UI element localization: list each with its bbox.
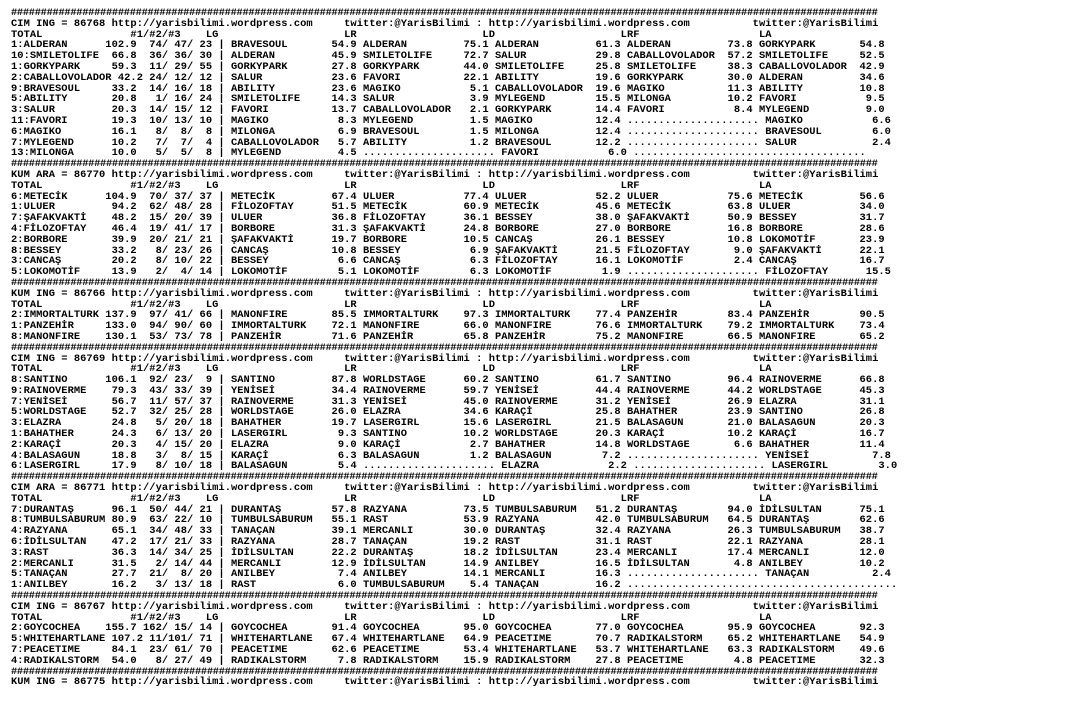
horse-row: 8:SANTINO 106.1 92/ 23/ 9 | SANTINO 87.8 WORLDSTAGE 60.2 SANTINO 61.7 SANTINO 96.4 RAINOVERME 66.8 — [11, 374, 885, 387]
horse-row: 5:WHITEHARTLANE 107.2 11/101/ 71 | WHITEHARTLANE 67.4 WHITEHARTLANE 64.9 PEACETIME 70.7 RADIKALSTORM 65.2 WHITEHARTLANE 54.9 — [11, 633, 885, 646]
horse-row: 1:GORKYPARK 59.3 11/ 29/ 55 | GORKYPARK 27.8 GORKYPARK 44.0 SMILETOLIFE 25.8 SMILETOLIFE 38.3 CABALLOVOLADOR 42.9 — [11, 60, 885, 73]
horse-row: 6:MAGIKO 16.1 8/ 8/ 8 | MILONGA 6.9 BRAVESOUL 1.5 MILONGA 12.4 ..................... BRAVESOUL 6.0 — [11, 125, 891, 138]
horse-row: 2:BORBORE 39.9 20/ 21/ 21 | ŞAFAKVAKTİ 19.7 BORBORE 10.5 CANCAŞ 26.1 BESSEY 10.8 LOKOMOTİF 23.9 — [11, 233, 885, 246]
horse-row: 7:MYLEGEND 10.2 7/ 7/ 4 | CABALLOVOLADOR 5.7 ABILITY 1.2 BRAVESOUL 12.2 ..................... SALUR 2.4 — [11, 136, 891, 149]
horse-row: 5:LOKOMOTİF 13.9 2/ 4/ 14 | LOKOMOTİF 5.1 LOKOMOTİF 6.3 LOKOMOTİF 1.9 ..................... FİLOZOFTAY 15.5 — [11, 266, 891, 279]
horse-row: 1:ULUER 94.2 62/ 48/ 28 | FİLOZOFTAY 51.5 METECİK 60.9 METECİK 45.6 METECİK 63.8 ULUER 34.0 — [11, 201, 885, 214]
separator-line: ################################################################################################################################################## — [11, 471, 878, 484]
horse-row: 1:BAHATHER 24.3 6/ 13/ 20 | LASERGIRL 9.3 SANTINO 10.2 WORLDSTAGE 20.3 KARAÇİ 10.2 KARAÇİ 16.7 — [11, 428, 885, 441]
horse-row: 4:FİLOZOFTAY 46.4 19/ 41/ 17 | BORBORE 31.3 ŞAFAKVAKTİ 24.8 BORBORE 27.0 BORBORE 16.8 BORBORE 28.6 — [11, 222, 885, 235]
separator-line: ################################################################################################################################################## — [11, 276, 878, 289]
horse-row: 13:MILONGA 10.0 5/ 5/ 8 | MYLEGEND 4.5 ..................... FAVORI 6.0 ..................................... — [11, 147, 866, 160]
race-header: CIM ING = 86768 http://yarisbilimi.wordpress.com twitter:@YarisBilimi : http://yarisbilimi.wordpress.com twitter:@YarisBilimi — [11, 17, 879, 30]
column-header: TOTAL #1/#2/#3 LG LR LD LRF LA — [11, 298, 772, 311]
separator-line: ################################################################################################################################################## — [11, 8, 878, 19]
horse-row: 3:RAST 36.3 14/ 34/ 25 | İDİLSULTAN 22.2 DURANTAŞ 18.2 İDİLSULTAN 23.4 MERCANLI 17.4 MERCANLI 12.0 — [11, 546, 885, 559]
horse-row: 2:CABALLOVOLADOR 42.2 24/ 12/ 12 | SALUR 23.6 FAVORI 22.1 ABILITY 19.6 GORKYPARK 30.0 ALDERAN 34.6 — [11, 71, 885, 84]
separator-line: ################################################################################################################################################## — [11, 341, 878, 354]
horse-row: 6:METECİK 104.9 70/ 37/ 37 | METECİK 67.4 ULUER 77.4 ULUER 52.2 ULUER 75.6 METECİK 56.6 — [11, 190, 885, 203]
separator-line: ################################################################################################################################################## — [11, 158, 878, 171]
horse-row: 11:FAVORI 19.3 10/ 13/ 10 | MAGIKO 8.3 MYLEGEND 1.5 MAGIKO 12.4 ..................... MAGIKO 6.6 — [11, 114, 891, 127]
horse-row: 4:BALASAGUN 18.8 3/ 8/ 15 | KARAÇİ 6.3 BALASAGUN 1.2 BALASAGUN 7.2 ..................... YENİSEİ 7.8 — [11, 449, 891, 462]
horse-row: 7:YENİSEİ 56.7 11/ 57/ 37 | RAINOVERME 31.3 YENİSEİ 45.0 RAINOVERME 31.2 YENİSEİ 26.9 ELAZRA 31.1 — [11, 395, 885, 408]
horse-row: 8:MANONFIRE 130.1 53/ 73/ 78 | PANZEHİR 71.6 PANZEHİR 65.8 PANZEHİR 75.2 MANONFIRE 66.5 MANONFIRE 65.2 — [11, 330, 885, 343]
separator-line: ################################################################################################################################################## — [11, 590, 878, 603]
horse-row: 1:PANZEHİR 133.0 94/ 90/ 60 | IMMORTALTURK 72.1 MANONFIRE 66.0 MANONFIRE 76.6 IMMORTALTURK 79.2 IMMORTALTURK 73.4 — [11, 320, 885, 333]
horse-row: 6:LASERGIRL 17.9 8/ 10/ 18 | BALASAGUN 5.4 ..................... ELAZRA 2.2 ..................... LASERGIRL 3.0 — [11, 460, 898, 473]
race-header: CIM ING = 86769 http://yarisbilimi.wordpress.com twitter:@YarisBilimi : http://yarisbilimi.wordpress.com twitter:@YarisBilimi — [11, 352, 879, 365]
horse-row: 2:IMMORTALTURK 137.9 97/ 41/ 66 | MANONFIRE 85.5 IMMORTALTURK 97.3 IMMORTALTURK 77.4 PANZEHİR 83.4 PANZEHİR 90.5 — [11, 309, 885, 322]
horse-row: 1:ANILBEY 16.2 3/ 13/ 18 | RAST 6.0 TUMBULSABURUM 5.4 TANAÇAN 16.2 ........................................... — [11, 579, 898, 592]
horse-row: 5:WORLDSTAGE 52.7 32/ 25/ 28 | WORLDSTAGE 26.0 ELAZRA 34.6 KARAÇİ 25.8 BAHATHER 23.9 SANTINO 26.8 — [11, 406, 885, 419]
horse-row: 8:TUMBULSABURUM 80.9 63/ 22/ 10 | TUMBULSABURUM 55.1 RAST 53.9 RAZYANA 42.0 TUMBULSABURUM 64.5 DURANTAŞ 62.6 — [11, 514, 885, 527]
race-header: KUM ING = 86766 http://yarisbilimi.wordpress.com twitter:@YarisBilimi : http://yarisbilimi.wordpress.com twitter:@YarisBilimi — [11, 287, 879, 300]
horse-row: 3:CANCAŞ 20.2 8/ 10/ 22 | BESSEY 6.6 CANCAŞ 6.3 FİLOZOFTAY 16.1 LOKOMOTİF 2.4 CANCAŞ 16.7 — [11, 255, 885, 268]
horse-row: 7:PEACETIME 84.1 23/ 61/ 70 | PEACETIME 62.6 PEACETIME 53.4 WHITEHARTLANE 53.7 WHITEHARTLANE 63.3 RADIKALSTORM 49.6 — [11, 644, 885, 657]
horse-row: 9:RAINOVERME 79.3 43/ 33/ 39 | YENİSEİ 34.4 RAINOVERME 59.7 YENİSEİ 44.4 RAINOVERME 44.2 WORLDSTAGE 45.3 — [11, 384, 885, 397]
race-header: CIM ARA = 86771 http://yarisbilimi.wordpress.com twitter:@YarisBilimi : http://yarisbilimi.wordpress.com twitter:@YarisBilimi — [11, 482, 879, 495]
horse-row: 7:ŞAFAKVAKTİ 48.2 15/ 20/ 39 | ULUER 36.8 FİLOZOFTAY 36.1 BESSEY 38.0 ŞAFAKVAKTİ 50.9 BESSEY 31.7 — [11, 212, 885, 225]
horse-row: 3:ELAZRA 24.8 5/ 20/ 18 | BAHATHER 19.7 LASERGIRL 15.6 LASERGIRL 21.5 BALASAGUN 21.0 BALASAGUN 20.3 — [11, 417, 885, 430]
horse-row: 9:BRAVESOUL 33.2 14/ 16/ 18 | ABILITY 23.6 MAGIKO 5.1 CABALLOVOLADOR 19.6 MAGIKO 11.3 ABILITY 10.8 — [11, 82, 885, 95]
column-header: TOTAL #1/#2/#3 LG LR LD LRF LA — [11, 611, 772, 624]
horse-row: 7:DURANTAŞ 96.1 50/ 44/ 21 | DURANTAŞ 57.8 RAZYANA 73.5 TUMBULSABURUM 51.2 DURANTAŞ 94.0 İDİLSULTAN 75.1 — [11, 503, 885, 516]
race-header: KUM ING = 86775 http://yarisbilimi.wordpress.com twitter:@YarisBilimi : http://yarisbilimi.wordpress.com twitter:@YarisBilimi — [11, 676, 879, 689]
race-header: KUM ARA = 86770 http://yarisbilimi.wordpress.com twitter:@YarisBilimi : http://yarisbilimi.wordpress.com twitter:@YarisBilimi — [11, 168, 879, 181]
horse-row: 2:KARAÇİ 20.3 4/ 15/ 20 | ELAZRA 9.0 KARAÇİ 2.7 BAHATHER 14.8 WORLDSTAGE 6.6 BAHATHER 11.4 — [11, 438, 885, 451]
horse-row: 5:ABILITY 20.8 1/ 16/ 24 | SMILETOLIFE 14.3 SALUR 3.9 MYLEGEND 15.5 MILONGA 10.2 FAVORI 9.5 — [11, 93, 885, 106]
separator-line: ################################################################################################################################################## — [11, 665, 878, 678]
horse-row: 4:RAZYANA 65.1 34/ 48/ 33 | TANAÇAN 39.1 MERCANLI 30.0 DURANTAŞ 32.4 RAZYANA 26.3 TUMBULSABURUM 38.7 — [11, 525, 885, 538]
horse-row: 10:SMILETOLIFE 66.8 36/ 36/ 30 | ALDERAN 45.9 SMILETOLIFE 72.7 SALUR 29.8 CABALLOVOLADOR 57.2 SMILETOLIFE 52.5 — [11, 50, 885, 63]
column-header: TOTAL #1/#2/#3 LG LR LD LRF LA — [11, 492, 772, 505]
column-header: TOTAL #1/#2/#3 LG LR LD LRF LA — [11, 363, 772, 376]
horse-row: 4:RADIKALSTORM 54.0 8/ 27/ 49 | RADIKALSTORM 7.8 RADIKALSTORM 15.9 RADIKALSTORM 27.8 PEACETIME 4.8 PEACETIME 32.3 — [11, 654, 885, 667]
horse-row: 2:MERCANLI 31.5 2/ 14/ 44 | MERCANLI 12.9 İDİLSULTAN 14.9 ANILBEY 16.5 İDİLSULTAN 4.8 ANILBEY 10.2 — [11, 557, 885, 570]
horse-row: 8:BESSEY 33.2 8/ 23/ 26 | CANCAŞ 10.8 BESSEY 6.9 ŞAFAKVAKTİ 21.5 FİLOZOFTAY 9.0 ŞAFAKVAKTİ 22.1 — [11, 244, 885, 257]
race-header: CIM ING = 86767 http://yarisbilimi.wordpress.com twitter:@YarisBilimi : http://yarisbilimi.wordpress.com twitter:@YarisBilimi — [11, 600, 879, 613]
horse-row: 1:ALDERAN 102.9 74/ 47/ 23 | BRAVESOUL 54.9 ALDERAN 75.1 ALDERAN 61.3 ALDERAN 73.8 GORKYPARK 54.8 — [11, 39, 885, 52]
horse-row: 3:SALUR 20.3 14/ 15/ 12 | FAVORI 13.7 CABALLOVOLADOR 2.1 GORKYPARK 14.4 FAVORI 8.4 MYLEGEND 9.0 — [11, 104, 885, 117]
horse-row: 6:İDİLSULTAN 47.2 17/ 21/ 33 | RAZYANA 28.7 TANAÇAN 19.2 RAST 31.1 RAST 22.1 RAZYANA 28.1 — [11, 536, 885, 549]
horse-row: 2:GOYCOCHEA 155.7 162/ 15/ 14 | GOYCOCHEA 91.4 GOYCOCHEA 95.0 GOYCOCHEA 77.0 GOYCOCHEA 95.9 GOYCOCHEA 92.3 — [11, 622, 885, 635]
horse-row: 5:TANAÇAN 27.7 21/ 8/ 20 | ANILBEY 7.4 ANILBEY 14.1 MERCANLI 16.3 ..................... TANAÇAN 2.4 — [11, 568, 891, 581]
column-header: TOTAL #1/#2/#3 LG LR LD LRF LA — [11, 179, 772, 192]
race-stats-document — [11, 8, 1077, 713]
column-header: TOTAL #1/#2/#3 LG LR LD LRF LA — [11, 28, 772, 41]
